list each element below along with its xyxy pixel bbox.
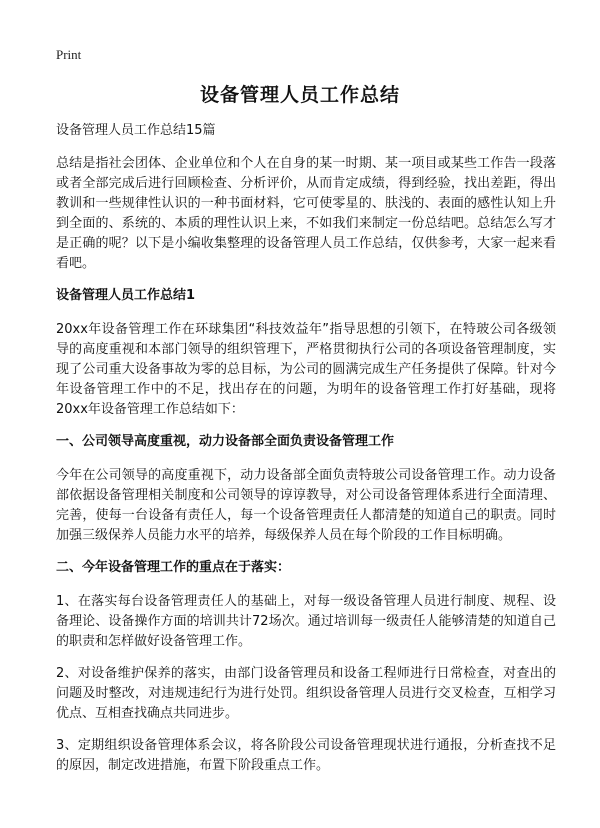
section-paragraph: 20xx年设备管理工作在环球集团“科技效益年”指导思想的引领下，在特玻公司各级领导的高度重视和本部门领导的组织管理下，严格贯彻执行公司的各项设备管理制度，实现了公司重大设备事故为零的总目标，为公司的圆满完成生产任务提供了保障。针对今年设备管理工作中的不足，找出存在的问题，为明年的设备管理工作打好基础，现将20xx年设备管理工作总结如下：	[56, 322, 556, 417]
list-item: 2、对设备维护保养的落实，由部门设备管理员和设备工程师进行日常检查，对查出的问题及时整改，对违规违纪行为进行处罚。组织设备管理人员进行交叉检查，互相学习优点、互相查找确点共同进步。	[56, 666, 556, 721]
subsection-paragraph-one: 今年在公司领导的高度重视下，动力设备部全面负责特玻公司设备管理工作。动力设备部依据设备管理相关制度和公司领导的谆谆教导，对公司设备管理体系进行全面清理、完善，使每一台设备有责任人，每一个设备管理责任人都清楚的知道自己的职责。同时加强三级保养人员能力水平的培养，每级保养人员在每个阶段的工作目标明确。	[56, 468, 556, 543]
subsection-heading-two: 二、今年设备管理工作的重点在于落实：	[56, 560, 291, 575]
list-item: 3、定期组织设备管理体系会议，将各阶段公司设备管理现状进行通报，分析查找不足的原因，制定改进措施，布置下阶段重点工作。	[56, 738, 556, 773]
list-item: 1、在落实每台设备管理责任人的基础上，对每一级设备管理人员进行制度、规程、设备理论、设备操作方面的培训共计72场次。通过培训每一级责任人能够清楚的知道自己的职责和怎样做好设备管理工作。	[56, 594, 556, 649]
print-link[interactable]: Print	[56, 47, 82, 62]
document-title: 设备管理人员工作总结	[199, 84, 400, 106]
document-body	[56, 121, 556, 788]
subsection-heading-one: 一、公司领导高度重视，动力设备部全面负责设备管理工作	[56, 434, 395, 449]
intro-paragraph: 总结是指社会团体、企业单位和个人在自身的某一时期、某一项目或某些工作告一段落或者全部完成后进行回顾检查、分析评价，从而肯定成绩，得到经验，找出差距，得出教训和一些规律性认识的一种书面材料，它可使零星的、肤浅的、表面的感性认知上升到全面的、系统的、本质的理性认识上来，不如我们来制定一份总结吧。总结怎么写才是正确的呢？以下是小编收集整理的设备管理人员工作总结，仅供参考，大家一起来看看吧。	[56, 156, 556, 271]
section-heading: 设备管理人员工作总结1	[56, 288, 196, 303]
document-subtitle: 设备管理人员工作总结15篇	[56, 123, 216, 138]
